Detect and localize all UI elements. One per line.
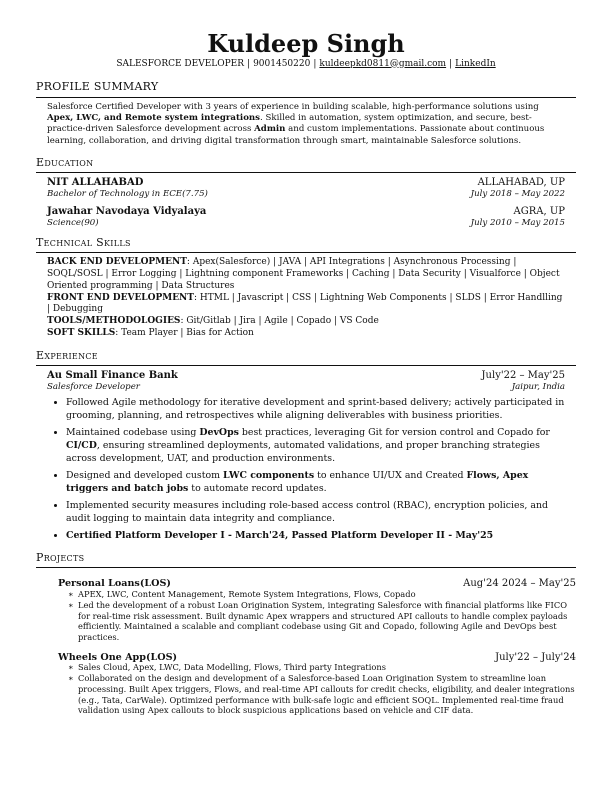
- project-tech-stack: ∗ APEX, LWC, Content Management, Remote System Integrations, Flows, Copado: [68, 589, 576, 600]
- bullet-text: best practices, leveraging Git for version control and Copado for: [238, 427, 550, 439]
- email-link[interactable]: kuldeepkd0811@gmail.com: [319, 58, 447, 69]
- job-location: Jaipur, India: [511, 382, 565, 393]
- project-tech-stack: ∗ Sales Cloud, Apex, LWC, Data Modelling, Flows, Third party Integrations: [68, 662, 576, 673]
- summary-text: and custom implementations. Passionate about continuous learning, collaboration, and driving digital transformation through smart, maintainable Salesforce solutions.: [47, 124, 545, 146]
- project-entry: [36, 577, 576, 642]
- separator: |: [449, 58, 453, 69]
- bullet-text: Maintained codebase using: [66, 427, 200, 439]
- section-heading-education: Education: [36, 156, 576, 173]
- project-dates: July'22 – July'24: [495, 651, 576, 663]
- skills-list: [36, 257, 576, 340]
- phone-number: 9001450220: [253, 58, 311, 69]
- skill-values: : HTML | Javascript | CSS | Lightning Web Components | SLDS | Error Handlling | Debugging: [47, 292, 563, 315]
- skill-label: FRONT END DEVELOPMENT: [47, 292, 194, 303]
- section-heading-projects: Projects: [36, 551, 576, 568]
- certification-bullet: • Certified Platform Developer I - March'24, Passed Platform Developer II - May'25: [66, 530, 565, 543]
- skill-values: : Git/Gitlab | Jira | Agile | Copado | VS Code: [180, 316, 379, 327]
- project-entry: [36, 651, 576, 716]
- degree: Science(90): [47, 218, 99, 229]
- bullet-text: to automate record updates.: [188, 483, 327, 495]
- contact-line: [36, 59, 576, 71]
- job-title: SALESFORCE DEVELOPER: [116, 58, 245, 69]
- degree: Bachelor of Technology in ECE(7.75): [47, 189, 208, 200]
- separator: |: [247, 58, 251, 69]
- bullet-highlight: DevOps: [199, 427, 239, 439]
- experience-bullet: [66, 427, 565, 466]
- school-name: NIT ALLAHABAD: [47, 177, 144, 189]
- project-name: Personal Loans(LOS): [58, 578, 171, 590]
- bullet-text: , ensuring streamlined deployments, automated validations, and proper branching strategies across development, UAT, and production environments.: [66, 440, 540, 465]
- experience-entry: [36, 369, 576, 543]
- skill-label: BACK END DEVELOPMENT: [47, 256, 187, 267]
- job-role: Salesforce Developer: [47, 382, 140, 393]
- skill-label: SOFT SKILLS: [47, 328, 116, 339]
- bullet-highlight: CI/CD: [66, 440, 97, 452]
- candidate-name: Kuldeep Singh: [207, 29, 405, 58]
- project-description: ∗ Collaborated on the design and development of a Salesforce-based Loan Origination System to streamline loan processing. Built Apex triggers, Flows, and real-time API callouts for credit checks, eligibility, and dealer integrations (e.g., Tata, CarWale). Optimized performance with bulk-safe logic and efficient SOQL. Implemented real-time fraud validation using Apex callouts to block suspicious applications based on vehicle and CIF data.: [68, 673, 576, 716]
- summary-highlight: Apex, LWC, and Remote system integrations: [47, 112, 261, 123]
- summary-text: Salesforce Certified Developer with 3 years of experience in building scalable, high-performance solutions using: [47, 101, 539, 112]
- section-heading-summary: PROFILE SUMMARY: [36, 80, 576, 97]
- school-location: AGRA, UP: [513, 206, 565, 218]
- skill-group: [47, 328, 565, 340]
- education-entry: [36, 205, 576, 229]
- skill-values: : Team Player | Bias for Action: [115, 328, 254, 339]
- summary-paragraph: [36, 102, 576, 147]
- skill-group: [47, 293, 565, 317]
- skill-label: TOOLS/METHODOLOGIES: [47, 316, 181, 327]
- education-entry: [36, 176, 576, 200]
- company-name: Au Small Finance Bank: [47, 370, 178, 382]
- experience-bullets: [47, 397, 565, 543]
- project-details: [58, 662, 576, 716]
- summary-text: . Skilled in automation, system optimization, and secure, best-practice-driven Salesforce development across: [47, 112, 532, 135]
- skill-values: : Apex(Salesforce) | JAVA | API Integrations | Asynchronous Processing | SOQL/SOSL | Error Logging | Lightning component Frameworks | Caching | Data Security | Visualforce | Object Oriented programming | Data Structures: [47, 256, 560, 291]
- experience-dates: July'22 – May'25: [481, 370, 565, 382]
- section-heading-skills: Technical Skills: [36, 236, 576, 253]
- experience-bullet: [66, 470, 565, 496]
- school-location: ALLAHABAD, UP: [477, 177, 565, 189]
- linkedin-link[interactable]: LinkedIn: [455, 58, 496, 69]
- skill-group: [47, 257, 565, 293]
- separator: |: [313, 58, 317, 69]
- project-details: [58, 589, 576, 643]
- experience-bullet: • Followed Agile methodology for iterative development and sprint-based delivery; actively participated in grooming, planning, and retrospectives while aligning deliverables with business priorities.: [66, 397, 565, 423]
- education-dates: July 2018 – May 2022: [470, 189, 565, 200]
- school-name: Jawahar Navodaya Vidyalaya: [47, 206, 207, 218]
- project-dates: Aug'24 2024 – May'25: [463, 578, 576, 590]
- resume-page: [36, 30, 576, 716]
- summary-highlight: Admin: [254, 124, 286, 135]
- project-name: Wheels One App(LOS): [58, 651, 178, 663]
- bullet-text: Designed and developed custom: [66, 470, 223, 482]
- section-heading-experience: Experience: [36, 349, 576, 366]
- experience-bullet: • Implemented security measures including role-based access control (RBAC), encryption policies, and audit logging to maintain data integrity and compliance.: [66, 500, 565, 526]
- project-description: ∗ Led the development of a robust Loan Origination System, integrating Salesforce with financial platforms like FICO for real-time risk assessment. Built dynamic Apex wrappers and structured API callouts to handle complex payloads efficiently. Maintained a scalable and compliant codebase using Git and Copado, following Agile and DevOps best practices.: [68, 600, 576, 643]
- bullet-highlight: Flows, Apex triggers and batch jobs: [66, 470, 529, 495]
- bullet-highlight: LWC components: [223, 470, 315, 482]
- bullet-text: to enhance UI/UX and Created: [314, 470, 467, 482]
- education-dates: July 2010 – May 2015: [470, 218, 565, 229]
- skill-group: [47, 316, 565, 328]
